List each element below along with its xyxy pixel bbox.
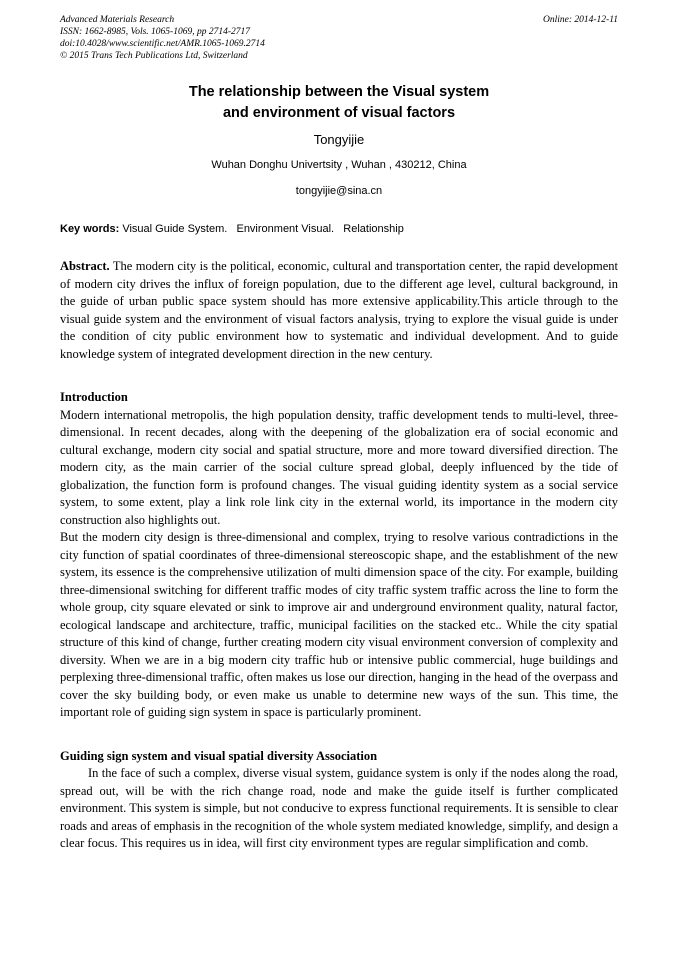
- author-name: Tongyijie: [313, 132, 365, 147]
- section-heading-guiding-sign-system: Guiding sign system and visual spatial diversity Association: [60, 748, 378, 763]
- abstract-paragraph: [60, 258, 618, 363]
- keywords-line: [60, 222, 618, 236]
- doi-line: doi:10.4028/www.scientific.net/AMR.1065-1069.2714: [60, 39, 265, 49]
- keywords-text: Visual Guide System. Environment Visual. Relationship: [119, 223, 404, 235]
- section-heading-introduction: Introduction: [60, 390, 128, 404]
- introduction-paragraph-2: But the modern city design is three-dimensional and complex, trying to resolve various contradictions in the city function of spatial coordinates of three-dimensional stereoscopic shape, and the establishment of the new system, its essence is the comprehensive utilization of multi dimension space of the city. For example, building three-dimensional switching for different traffic modes of city traffic system traffic across the line to form the whole group, city square elevated or sink to improve air and underground environment quality, natural factor, ecological landscape and architecture, traffic, municipal facilities on the stacked etc.. While the city spatial structure of this kind of change, further creating modern city visual environment conversion of complexity and diversity. When we are in a big modern city traffic hub or intensive public commercial, huge buildings and perplexing three-dimensional traffic, often makes us lose our direction, hanging in the head of the overpass and cover the sky building body, or even make us unable to determine new ways of the sun. This time, the important role of guiding sign system in space is particularly prominent.: [60, 530, 618, 719]
- abstract-label: Abstract.: [60, 259, 110, 273]
- copyright-line: © 2015 Trans Tech Publications Ltd, Switzerland: [60, 51, 248, 61]
- paper-title-line1: The relationship between the Visual system: [188, 84, 490, 100]
- issn-line: ISSN: 1662-8985, Vols. 1065-1069, pp 2714-2717: [60, 27, 250, 37]
- paper-title-line2: and environment of visual factors: [222, 105, 456, 121]
- author-affiliation: Wuhan Donghu Univertsity , Wuhan , 430212, China: [211, 159, 467, 171]
- paper-title: [60, 82, 618, 124]
- author-email: tongyijie@sina.cn: [295, 185, 383, 197]
- journal-header-left: [60, 14, 265, 62]
- abstract-text: The modern city is the political, economic, cultural and transportation center, the rapid development of modern city drives the influx of foreign population, due to the different age level, cultural background, in the guide of urban public space system should has more extensive applicability.This article through to the visual guide system and the environment of visual factors analysis, trying to explore the visual guide is under the condition of city public environment how to systematic and individual development. And to guide knowledge system of integrated development direction in the new century.: [60, 259, 618, 361]
- journal-header: [60, 14, 618, 62]
- journal-name: Advanced Materials Research: [60, 15, 175, 25]
- introduction-paragraph-1: Modern international metropolis, the high population density, traffic development tends to multi-level, three-dimensional. In recent decades, along with the deepening of the globalization era of social economic and cultural exchange, modern city social and spatial structure, more and more toward diversified direction. The modern city, as the main carrier of the social culture spread global, deeply influenced by the tide of globalization, the function form is profound changes. The visual guiding identity system as a social service system, to some extent, play a link role link city in the external world, its importance in the modern city construction also highlights out.: [60, 407, 618, 527]
- keywords-label: Key words:: [60, 223, 120, 235]
- guiding-sign-paragraph-1: In the face of such a complex, diverse visual system, guidance system is only if the nodes along the road, spread out, will be with the rich change road, node and make the guide itself is further complicated environment. This system is simple, but not conducive to express functional requirements. It is sensible to clear roads and areas of emphasis in the recognition of the whole system mediated knowledge, simplify, and design a clear focus. This requires us in idea, will first city environment types are regular simplification and comb.: [60, 766, 618, 850]
- online-date: Online: 2014-12-11: [542, 15, 618, 25]
